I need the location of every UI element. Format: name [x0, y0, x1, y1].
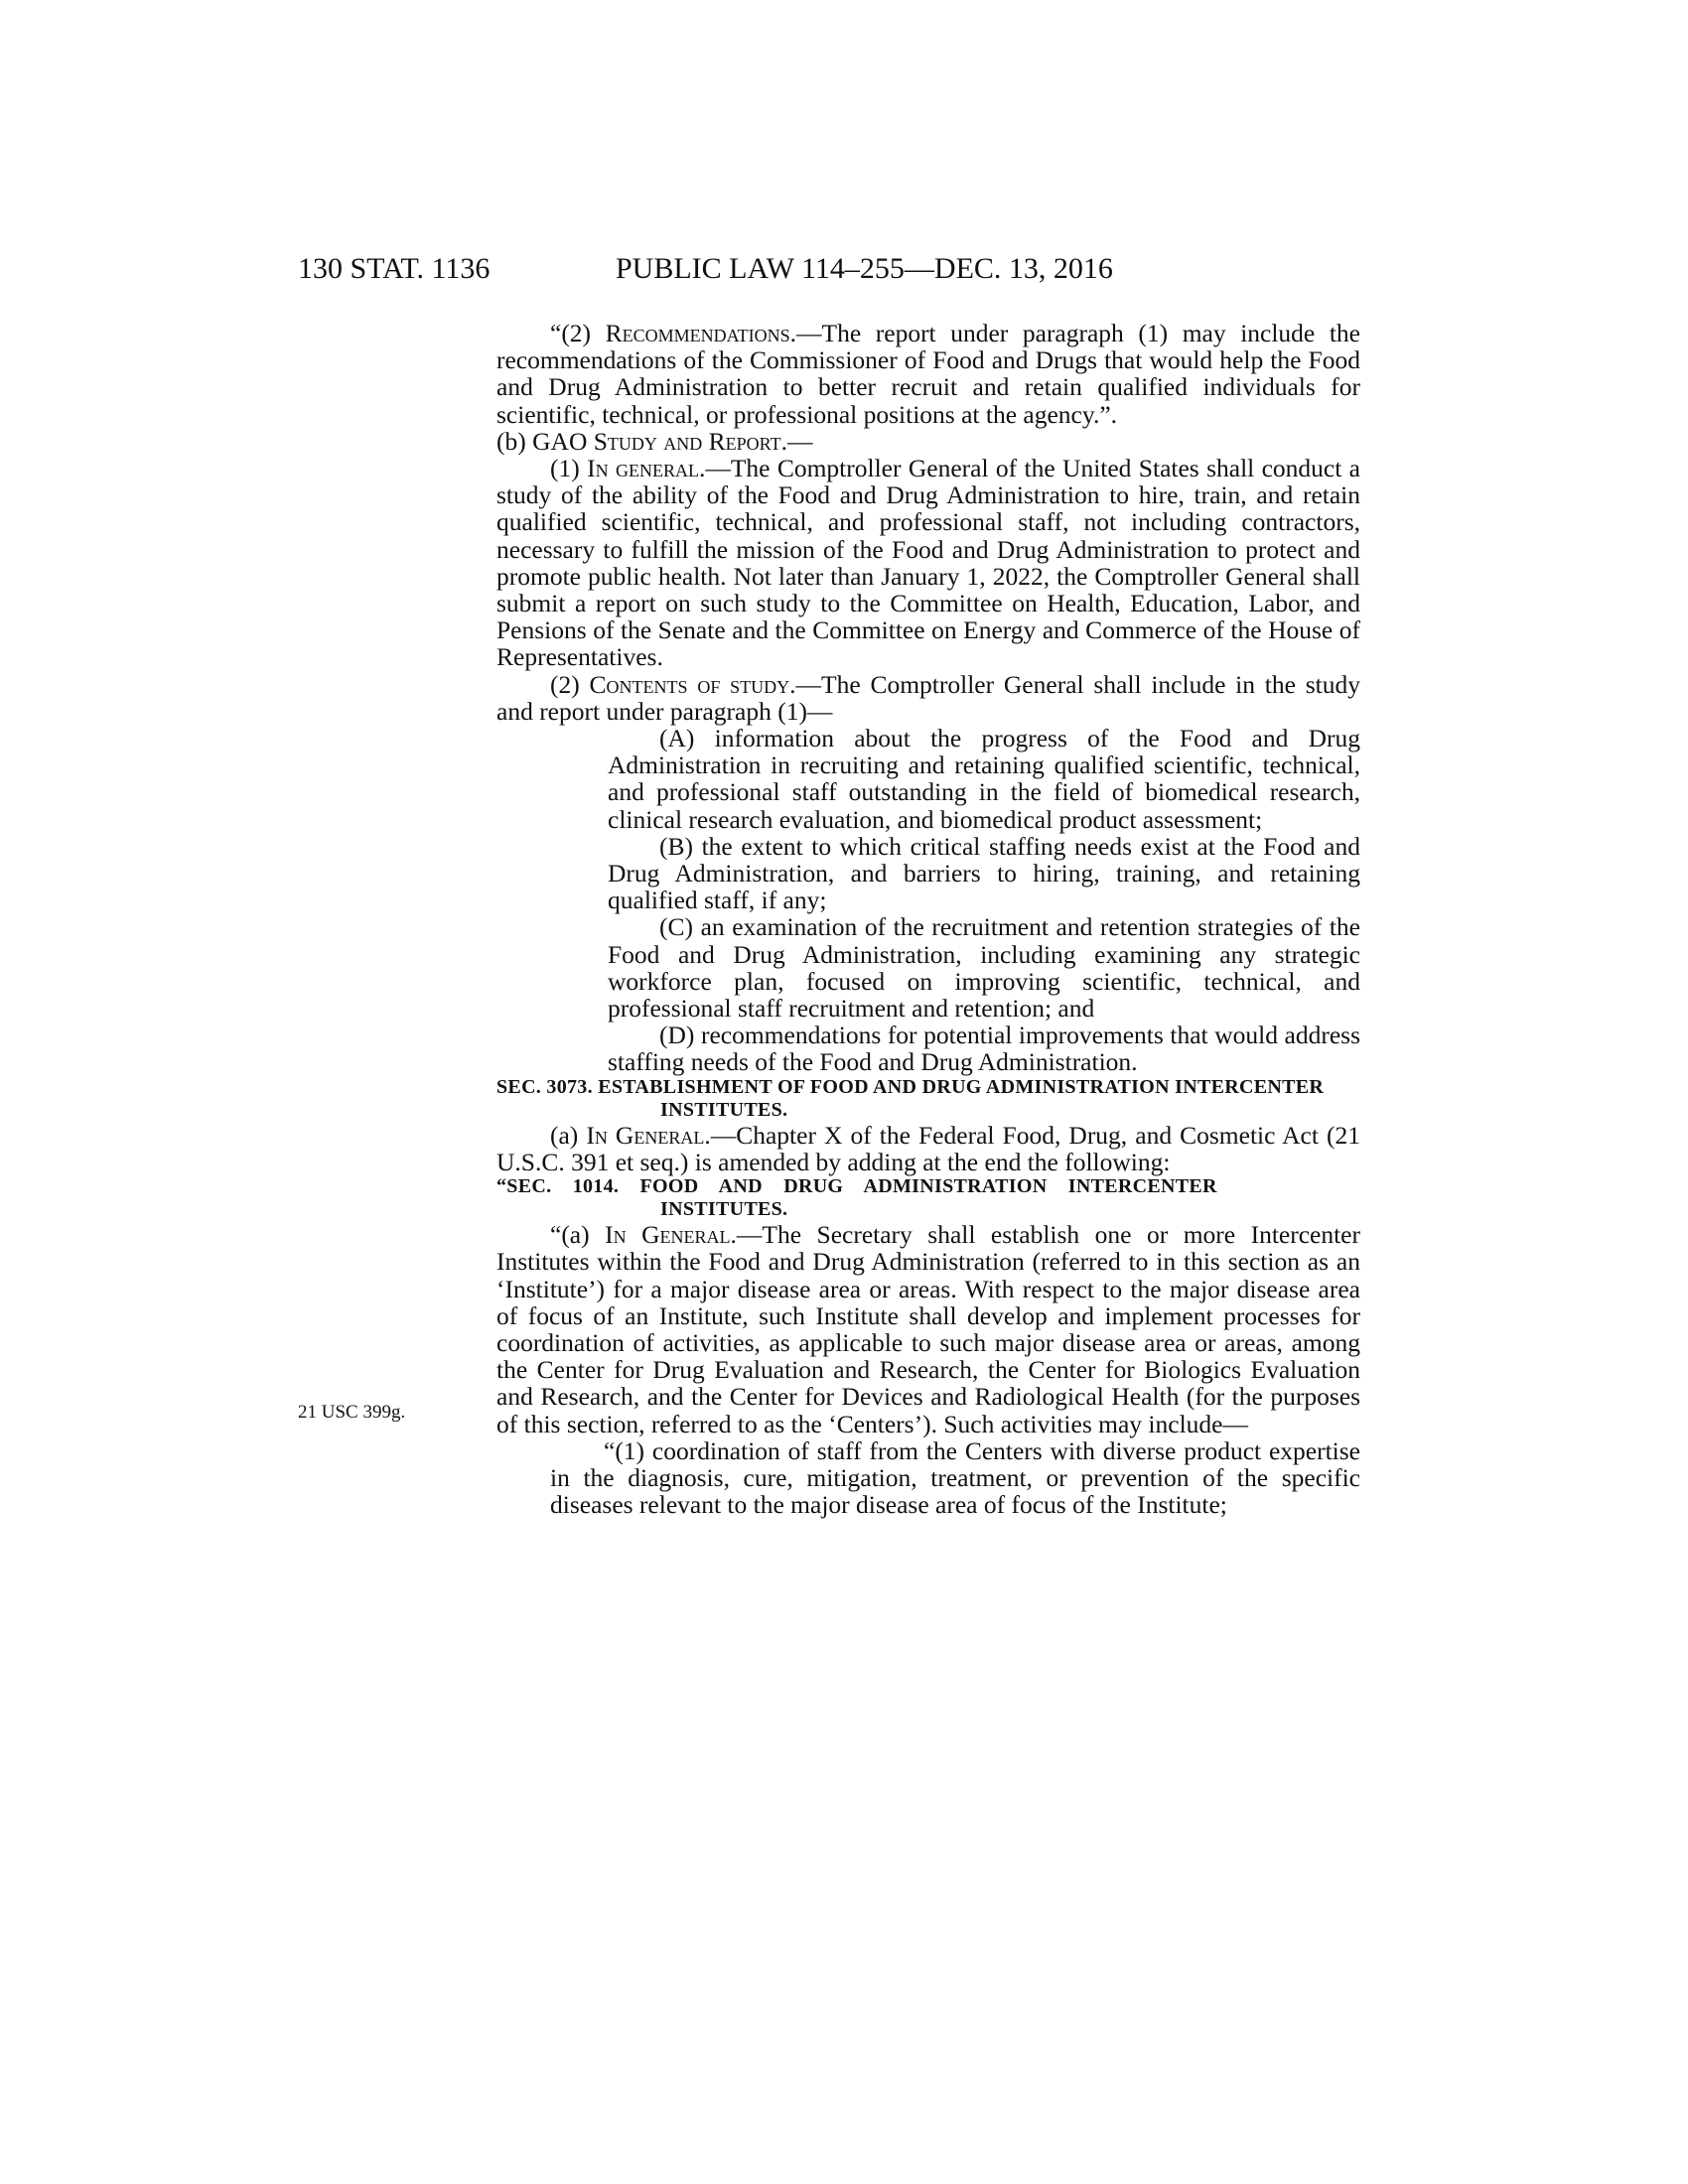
- section-3073-heading: SEC. 3073. ESTABLISHMENT OF FOOD AND DRUG ADMINISTRATION INTERCENTER INSTITUTES.: [496, 1075, 1325, 1121]
- section-1014-heading: “SEC. 1014. FOOD AND DRUG ADMINISTRATION INTERCENTER INSTITUTES.: [496, 1175, 1217, 1221]
- quoted-subsection-a: “(a) In General.—The Secretary shall establish one or more Intercenter Institutes within the Food and Drug Administration (referred to in this section as an ‘Institute’) for a major disease area or areas. With respect to the major disease area of focus of an Institute, such Institute shall develop and implement processes for coordination of activities, as applicable to such major disease area or areas, among the Center for Drug Evaluation and Research, the Center for Biologics Evaluation and Research, and the Center for Devices and Radiological Health (for the purposes of this section, referred to as the ‘Centers’). Such activities may include—: [496, 1220, 1360, 1438]
- document-body: [496, 320, 1360, 1518]
- paragraph-b1-in-general: (1) In general.—The Comptroller General of the United States shall conduct a study of the ability of the Food and Drug Administration to hire, train, and retain qualified scientific, technical, and professional staff, not including contractors, necessary to fulfill the mission of the Food and Drug Administration to protect and promote public health. Not later than January 1, 2022, the Comptroller General shall submit a report on such study to the Committee on Health, Education, Labor, and Pensions of the Senate and the Committee on Energy and Commerce of the House of Representatives.: [496, 454, 1360, 672]
- item-d: (D) recommendations for potential improvements that would address staffing needs of the Food and Drug Administration.: [608, 1021, 1360, 1077]
- item-b: (B) the extent to which critical staffing needs exist at the Food and Drug Administration, and barriers to hiring, training, and retaining qualified staff, if any;: [608, 831, 1360, 915]
- quoted-paragraph-1: “(1) coordination of staff from the Centers with diverse product expertise in the diagnosis, cure, mitigation, treatment, or prevention of the specific diseases relevant to the major disease area of focus of the Institute;: [550, 1435, 1360, 1520]
- subsection-b-heading: (b) GAO Study and Report.—: [496, 426, 813, 456]
- margin-note-usc: 21 USC 399g.: [298, 1402, 406, 1423]
- paragraph-b2-contents: (2) Contents of study.—The Comptroller General shall include in the study and report under paragraph (1)—: [496, 669, 1361, 726]
- item-c: (C) an examination of the recruitment and retention strategies of the Food and Drug Administration, including examining any strategic workforce plan, focused on improving scientific, technical, and professional staff recruitment and retention; and: [608, 912, 1360, 1024]
- statute-page-number: 130 STAT. 1136: [298, 252, 491, 285]
- paragraph-2-recommendations: “(2) Recommendations.—The report under paragraph (1) may include the recommendations of the Commissioner of Food and Drugs that would help the Food and Drug Administration to better recruit and retain qualified individuals for scientific, technical, or professional positions at the agency.”.: [496, 319, 1360, 429]
- subsection-a-in-general: (a) In General.—Chapter X of the Federal Food, Drug, and Cosmetic Act (21 U.S.C. 391 et seq.) is amended by adding at the end the following:: [496, 1120, 1360, 1176]
- item-a: (A) information about the progress of the Food and Drug Administration in recruiting and retaining qualified scientific, technical, and professional staff outstanding in the field of biomedical research, clinical research evaluation, and biomedical product assessment;: [608, 724, 1360, 834]
- running-head: PUBLIC LAW 114–255—DEC. 13, 2016: [616, 252, 1113, 285]
